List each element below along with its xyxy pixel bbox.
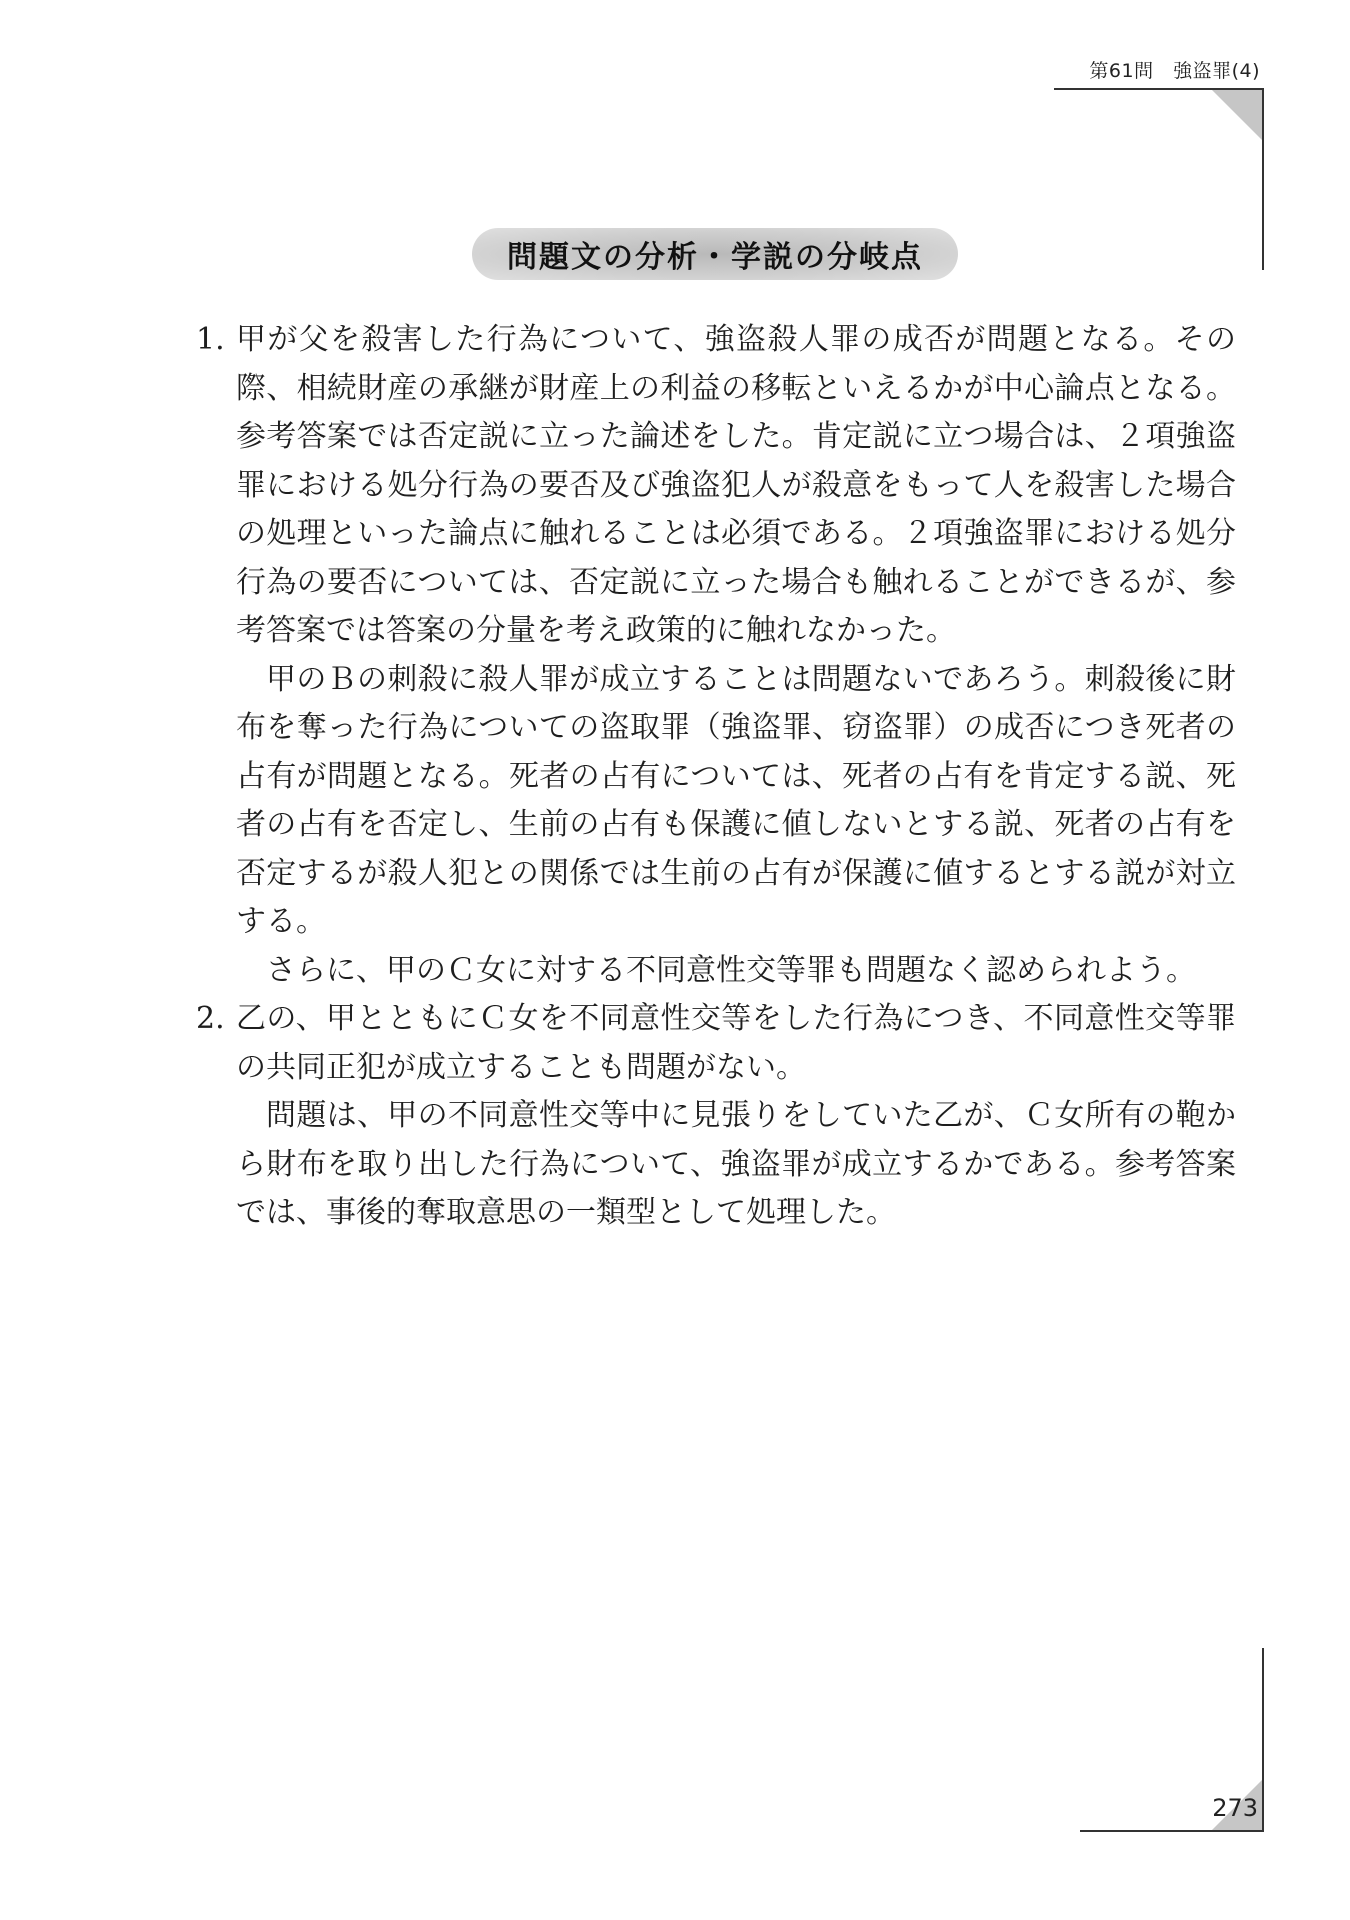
corner-triangle-top	[1212, 90, 1262, 140]
page-edge-line-bottom	[1262, 1648, 1264, 1830]
paragraph: 問題は、甲の不同意性交等中に見張りをしていた乙が、Ｃ女所有の鞄から財布を取り出した行為について、強盗罪が成立するかである。参考答案では、事後的奪取意思の一類型として処理した。	[236, 1098, 1236, 1230]
section-title: 問題文の分析・学説の分岐点	[507, 240, 923, 275]
item-body	[236, 316, 1236, 995]
list-item-1	[196, 316, 1236, 995]
header-rule	[1054, 88, 1264, 90]
paragraph: 甲のＢの刺殺に殺人罪が成立することは問題ないであろう。刺殺後に財布を奪った行為についての盗取罪（強盗罪、窃盗罪）の成否につき死者の占有が問題となる。死者の占有については、死者の占有を肯定する説、死者の占有を否定し、生前の占有も保護に値しないとする説、死者の占有を否定するが殺人犯との関係では生前の占有が保護に値するとする説が対立する。	[236, 661, 1236, 939]
section-heading	[472, 228, 958, 280]
paragraph: さらに、甲のＣ女に対する不同意性交等罪も問題なく認められよう。	[266, 952, 1196, 988]
item-body	[236, 995, 1236, 1238]
paragraph: 甲が父を殺害した行為について、強盗殺人罪の成否が問題となる。その際、相続財産の承継が財産上の利益の移転といえるかが中心論点となる。参考答案では否定説に立った論述をした。肯定説に立つ場合は、２項強盗罪における処分行為の要否及び強盗犯人が殺意をもって人を殺害した場合の処理といった論点に触れることは必須である。２項強盗罪における処分行為の要否については、否定説に立った場合も触れることができるが、参考答案では答案の分量を考え政策的に触れなかった。	[236, 322, 1236, 648]
item-number: 2.	[196, 1001, 225, 1036]
paragraph: 乙の、甲とともにＣ女を不同意性交等をした行為につき、不同意性交等罪の共同正犯が成立することも問題がない。	[236, 1001, 1236, 1085]
body-text	[196, 316, 1236, 1238]
item-number: 1.	[196, 322, 225, 357]
page-edge-line-top	[1262, 88, 1264, 270]
footer-rule	[1080, 1830, 1264, 1832]
running-header: 第61問 強盗罪(4)	[1089, 60, 1260, 82]
page-number: 273	[1212, 1794, 1258, 1822]
list-item-2	[196, 995, 1236, 1238]
